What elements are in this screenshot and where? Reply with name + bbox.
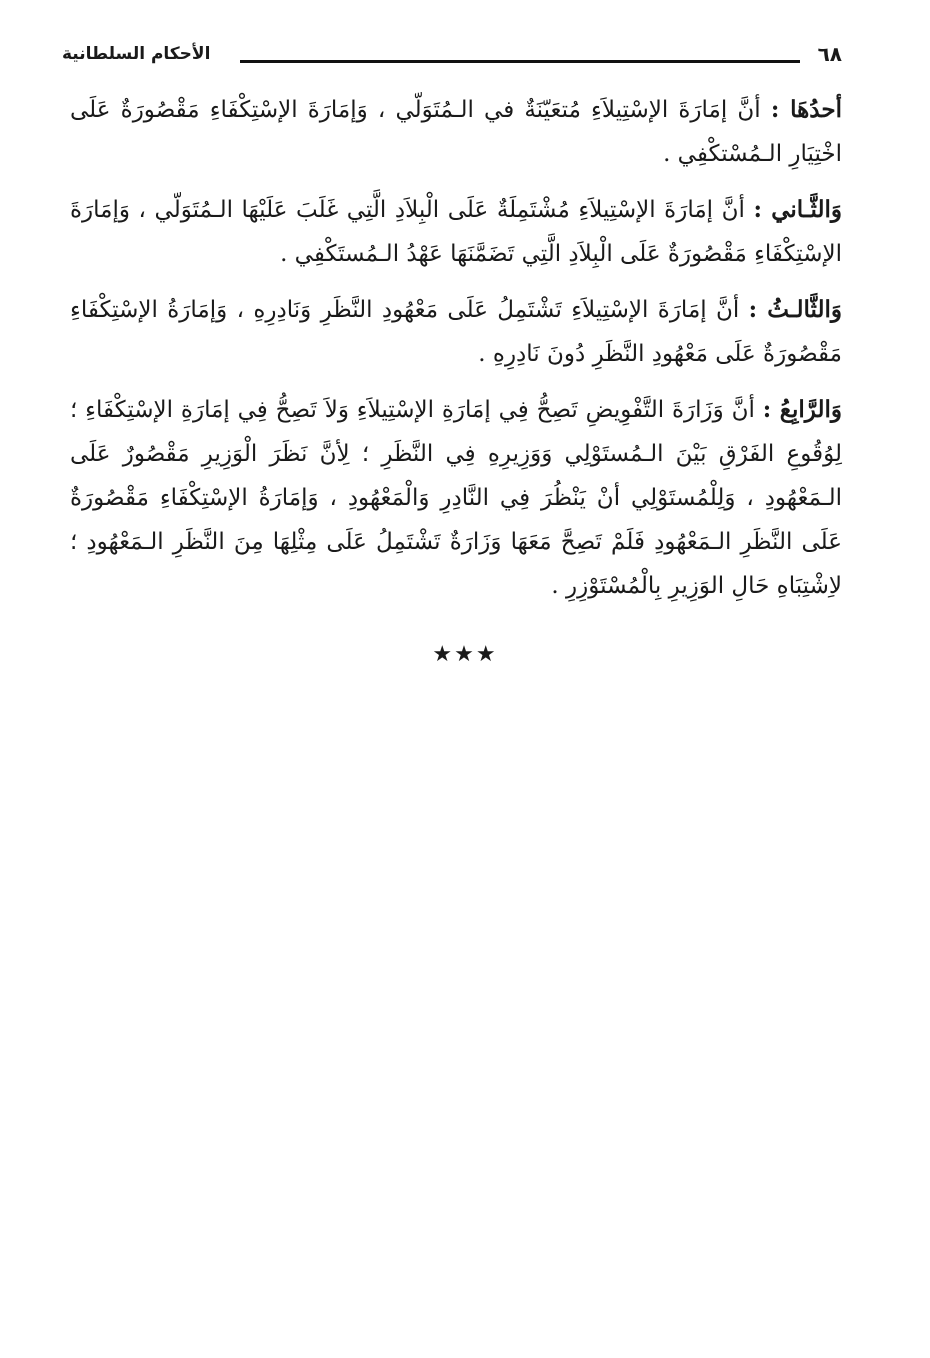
paragraph-lead: وَالرَّابِعُ : bbox=[762, 396, 842, 423]
paragraph-text: أنَّ إمَارَةَ الإسْتِيلاَءِ تَشْتَمِلُ عَلَى مَعْهُودِ النَّظَرِ وَنَادِرِهِ ، وَإمَارَةُ الإسْتِكْفَاءِ مَقْصُورَةٌ عَلَى مَعْهُودِ النَّظَرِ دُونَ نَادِرِهِ . bbox=[70, 297, 842, 367]
paragraph-lead: وَالثَّـاني : bbox=[753, 196, 842, 223]
paragraph-second bbox=[70, 188, 842, 276]
paragraph-text: أنَّ وَزَارَةَ التَّفْوِيضِ تَصِحُّ فِي إمَارَةِ الإسْتِيلاَءِ وَلاَ تَصِحُّ فِي إمَارَةِ الإسْتِكْفَاءِ ؛ لِوُقُوعِ الفَرْقِ بَيْنَ الـمُستَوْلِي وَوَزِيرِهِ فِي النَّظَرِ ؛ لِأنَّ نَظَرَ الْوَزِيرِ مَقْصُورٌ عَلَى الـمَعْهُودِ ، وَلِلْمُستَوْلِي أنْ يَنْظُرَ فِي النَّادِرِ وَالْمَعْهُودِ ، وَإمَارَةُ الإسْتِكْفَاءِ مَقْصُورَةٌ عَلَى النَّظَرِ الـمَعْهُودِ فَلَمْ تَصِحَّ مَعَهَا وَزَارَةٌ تَشْتَمِلُ عَلَى مِثْلِهَا مِنَ النَّظَرِ الـمَعْهُودِ ؛ لاِشْتِبَاهِ حَالِ الوَزِيرِ بِالْمُسْتَوْزِرِ . bbox=[70, 397, 842, 599]
paragraph-first bbox=[70, 88, 842, 176]
book-title: الأحكام السلطانية bbox=[62, 44, 211, 64]
section-separator: ★★★ bbox=[432, 642, 498, 667]
paragraph-lead: أحدُهَا : bbox=[770, 96, 842, 123]
paragraph-lead: وَالثَّالـثُ : bbox=[748, 296, 842, 323]
paragraph-third bbox=[70, 288, 842, 376]
page-body bbox=[70, 88, 842, 620]
paragraph-text: أنَّ إمَارَةَ الإسْتِيلاَءِ مُشْتَمِلَةٌ عَلَى الْبِلاَدِ الَّتِي غَلَبَ عَلَيْهَا الـمُتَوَلّي ، وَإمَارَةَ الإسْتِكْفَاءِ مَقْصُورَةٌ عَلَى الْبِلاَدِ الَّتِي تَضَمَّنَهَا عَهْدُ الـمُستَكْفِي . bbox=[70, 197, 842, 267]
header-rule bbox=[240, 60, 800, 63]
page-number: ٦٨ bbox=[817, 42, 842, 66]
paragraph-text: أنَّ إمَارَةَ الإسْتِيلاَءِ مُتعَيّنَةٌ في الـمُتَوَلّي ، وَإمَارَةَ الإسْتِكْفَاءِ مَقْصُورَةٌ عَلَى اخْتِيَارِ الـمُسْتكْفِي . bbox=[70, 97, 842, 167]
paragraph-fourth bbox=[70, 388, 842, 608]
page-header bbox=[62, 38, 842, 72]
